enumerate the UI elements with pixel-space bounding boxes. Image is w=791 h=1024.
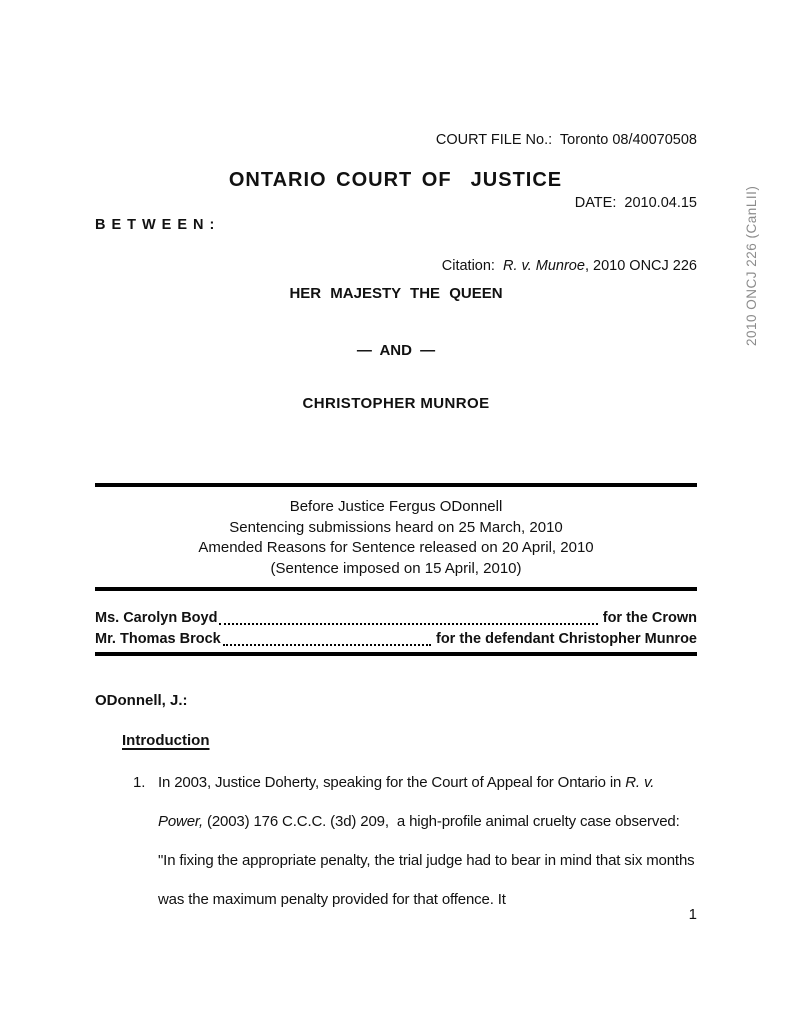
judgment-author-line: ODonnell, J.:: [95, 692, 188, 709]
between-label: BETWEEN:: [95, 217, 221, 233]
hearing-line-reasons: Amended Reasons for Sentence released on 20 April, 2010: [198, 539, 594, 556]
counsel-row: [95, 629, 697, 650]
section-heading-introduction: Introduction: [122, 732, 210, 749]
date-line: DATE: 2010.04.15: [574, 195, 697, 211]
counsel-name: Mr. Thomas Brock: [95, 631, 221, 647]
horizontal-rule-bottom: [95, 652, 697, 656]
horizontal-rule-middle: [95, 587, 697, 591]
defendant-party-name: CHRISTOPHER MUNROE: [302, 395, 490, 412]
crown-party-name: HER MAJESTY THE QUEEN: [289, 285, 503, 302]
paragraph-1: [128, 763, 703, 919]
and-separator: — AND —: [356, 342, 436, 359]
court-title: ONTARIO COURT OF JUSTICE: [228, 169, 563, 191]
citation-line: Citation: R. v. Munroe, 2010 ONCJ 226: [441, 258, 697, 274]
paragraph-number: 1.: [133, 774, 146, 791]
horizontal-rule-top: [95, 483, 697, 487]
hearing-info-block: [95, 497, 697, 579]
court-file-line: COURT FILE No.: Toronto 08/40070508: [435, 132, 697, 148]
canlii-watermark: 2010 ONCJ 226 (CanLII): [744, 185, 759, 346]
hearing-line-submissions: Sentencing submissions heard on 25 March, 2010: [229, 518, 563, 536]
counsel-role: for the Crown: [602, 610, 697, 626]
counsel-role: for the defendant Christopher Munroe: [436, 631, 697, 647]
hearing-line-sentence: (Sentence imposed on 15 April, 2010): [270, 559, 522, 577]
page-number: 1: [688, 906, 697, 923]
dotted-leader: [223, 644, 431, 646]
hearing-line-judge: Before Justice Fergus ODonnell: [289, 498, 503, 515]
counsel-name: Ms. Carolyn Boyd: [95, 610, 218, 626]
counsel-block: [95, 608, 697, 650]
dotted-leader: [219, 623, 597, 625]
counsel-row: [95, 608, 697, 629]
paragraph-text: In 2003, Justice Doherty, speaking for the Court of Appeal for Ontario in R. v. Power, (2003) 176 C.C.C. (3d) 209, a high-profile animal cruelty case observed: "In fixing the appropriate penalty, the trial judge had to bear in mind that six months was the maximum penalty provided for that offence. It: [158, 774, 699, 908]
